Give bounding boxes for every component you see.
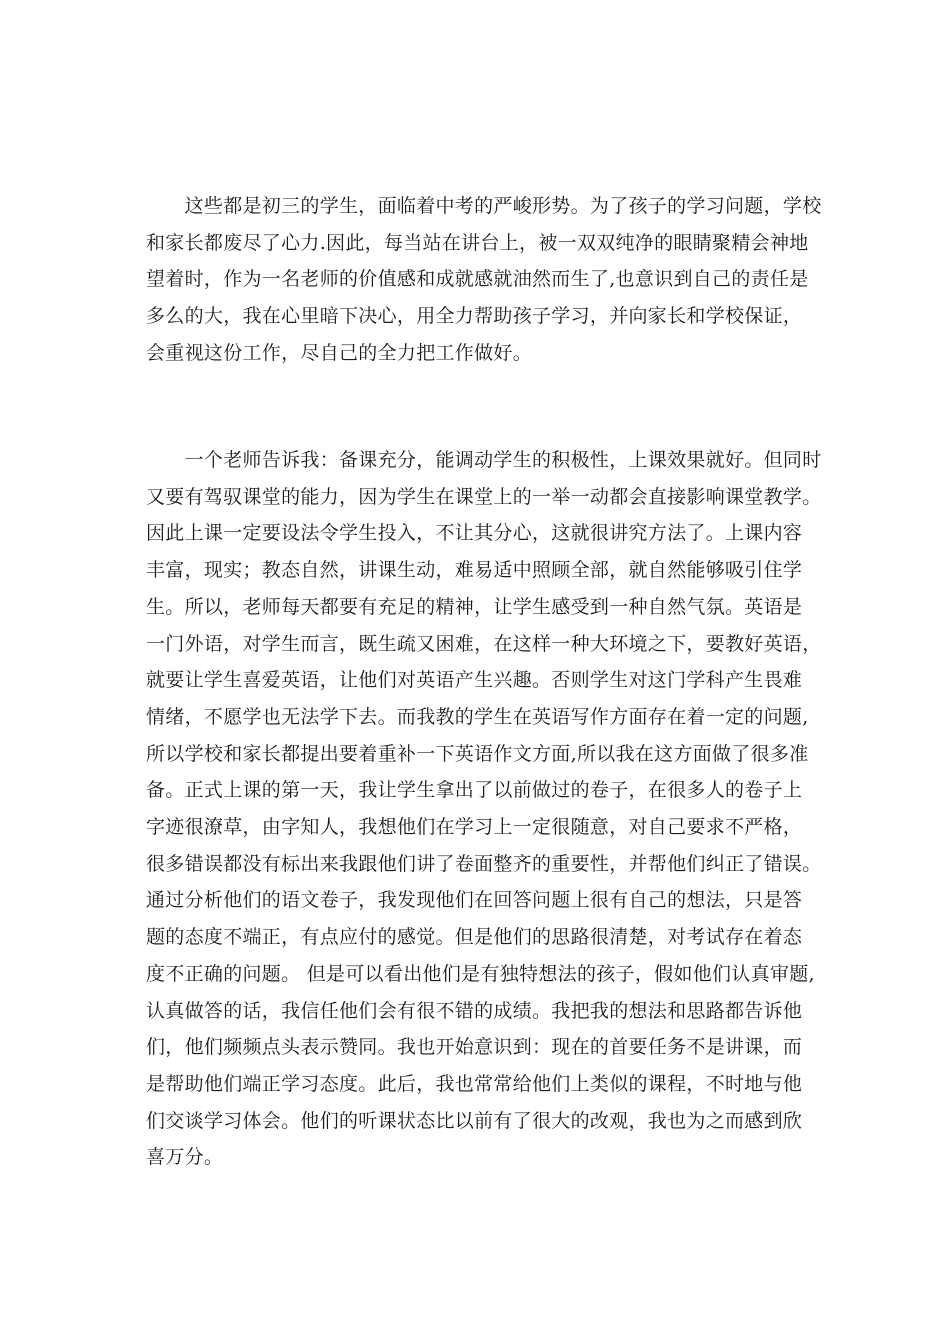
text-line: 备。正式上课的第一天，我让学生拿出了以前做过的卷子，在很多人的卷子上 — [146, 779, 803, 802]
text-line: 们交谈学习体会。他们的听课状态比以前有了很大的改观，我也为之而感到欣 — [146, 1109, 803, 1132]
paragraph-2 — [146, 442, 826, 1176]
text-line: 一门外语，对学生而言，既生疏又困难，在这样一种大环境之下，要教好英语， — [146, 632, 822, 655]
text-line: 望着时，作为一名老师的价值感和成就感就油然而生了,也意识到自己的责任是 — [146, 268, 809, 291]
text-line: 所以学校和家长都提出要着重补一下英语作文方面,所以我在这方面做了很多准 — [146, 742, 809, 765]
text-line: 这些都是初三的学生，面临着中考的严峻形势。为了孩子的学习问题，学校 — [146, 195, 822, 217]
text-line: 喜万分。 — [146, 1146, 224, 1169]
text-line: 又要有驾驭课堂的能力，因为学生在课堂上的一举一动都会直接影响课堂教学。 — [146, 485, 822, 508]
text-line: 会重视这份工作，尽自己的全力把工作做好。 — [146, 341, 533, 364]
text-line: 一个老师告诉我：备课充分，能调动学生的积极性，上课效果就好。但同时 — [146, 449, 822, 471]
text-line: 丰富，现实；教态自然，讲课生动，难易适中照顾全部，就自然能够吸引住学 — [146, 559, 803, 582]
text-line: 度不正确的问题。 但是可以看出他们是有独特想法的孩子，假如他们认真审题, — [146, 962, 815, 985]
paragraph-1 — [146, 188, 826, 372]
text-line: 因此上课一定要设法令学生投入，不让其分心，这就很讲究方法了。上课内容 — [146, 522, 803, 545]
text-line: 生。所以，老师每天都要有充足的精神，让学生感受到一种自然气氛。英语是 — [146, 595, 803, 618]
text-line: 和家长都废尽了心力.因此，每当站在讲台上，被一双双纯净的眼睛聚精会神地 — [146, 231, 809, 254]
text-line: 很多错误都没有标出来我跟他们讲了卷面整齐的重要性，并帮他们纠正了错误。 — [146, 852, 822, 875]
text-line: 题的态度不端正，有点应付的感觉。但是他们的思路很清楚，对考试存在着态 — [146, 926, 803, 949]
text-line: 们，他们频频点头表示赞同。我也开始意识到：现在的首要任务不是讲课，而 — [146, 1036, 803, 1059]
text-line: 多么的大，我在心里暗下决心，用全力帮助孩子学习，并向家长和学校保证， — [146, 305, 803, 328]
text-line: 认真做答的话，我信任他们会有很不错的成绩。我把我的想法和思路都告诉他 — [146, 999, 803, 1022]
text-line: 通过分析他们的语文卷子，我发现他们在回答问题上很有自己的想法，只是答 — [146, 889, 803, 912]
text-line: 是帮助他们端正学习态度。此后，我也常常给他们上类似的课程，不时地与他 — [146, 1072, 803, 1095]
text-line: 字迹很潦草，由字知人，我想他们在学习上一定很随意，对自己要求不严格， — [146, 816, 803, 839]
text-line: 就要让学生喜爱英语，让他们对英语产生兴趣。否则学生对这门学科产生畏难 — [146, 669, 803, 692]
text-line: 情绪，不愿学也无法学下去。而我教的学生在英语写作方面存在着一定的问题, — [146, 705, 809, 728]
